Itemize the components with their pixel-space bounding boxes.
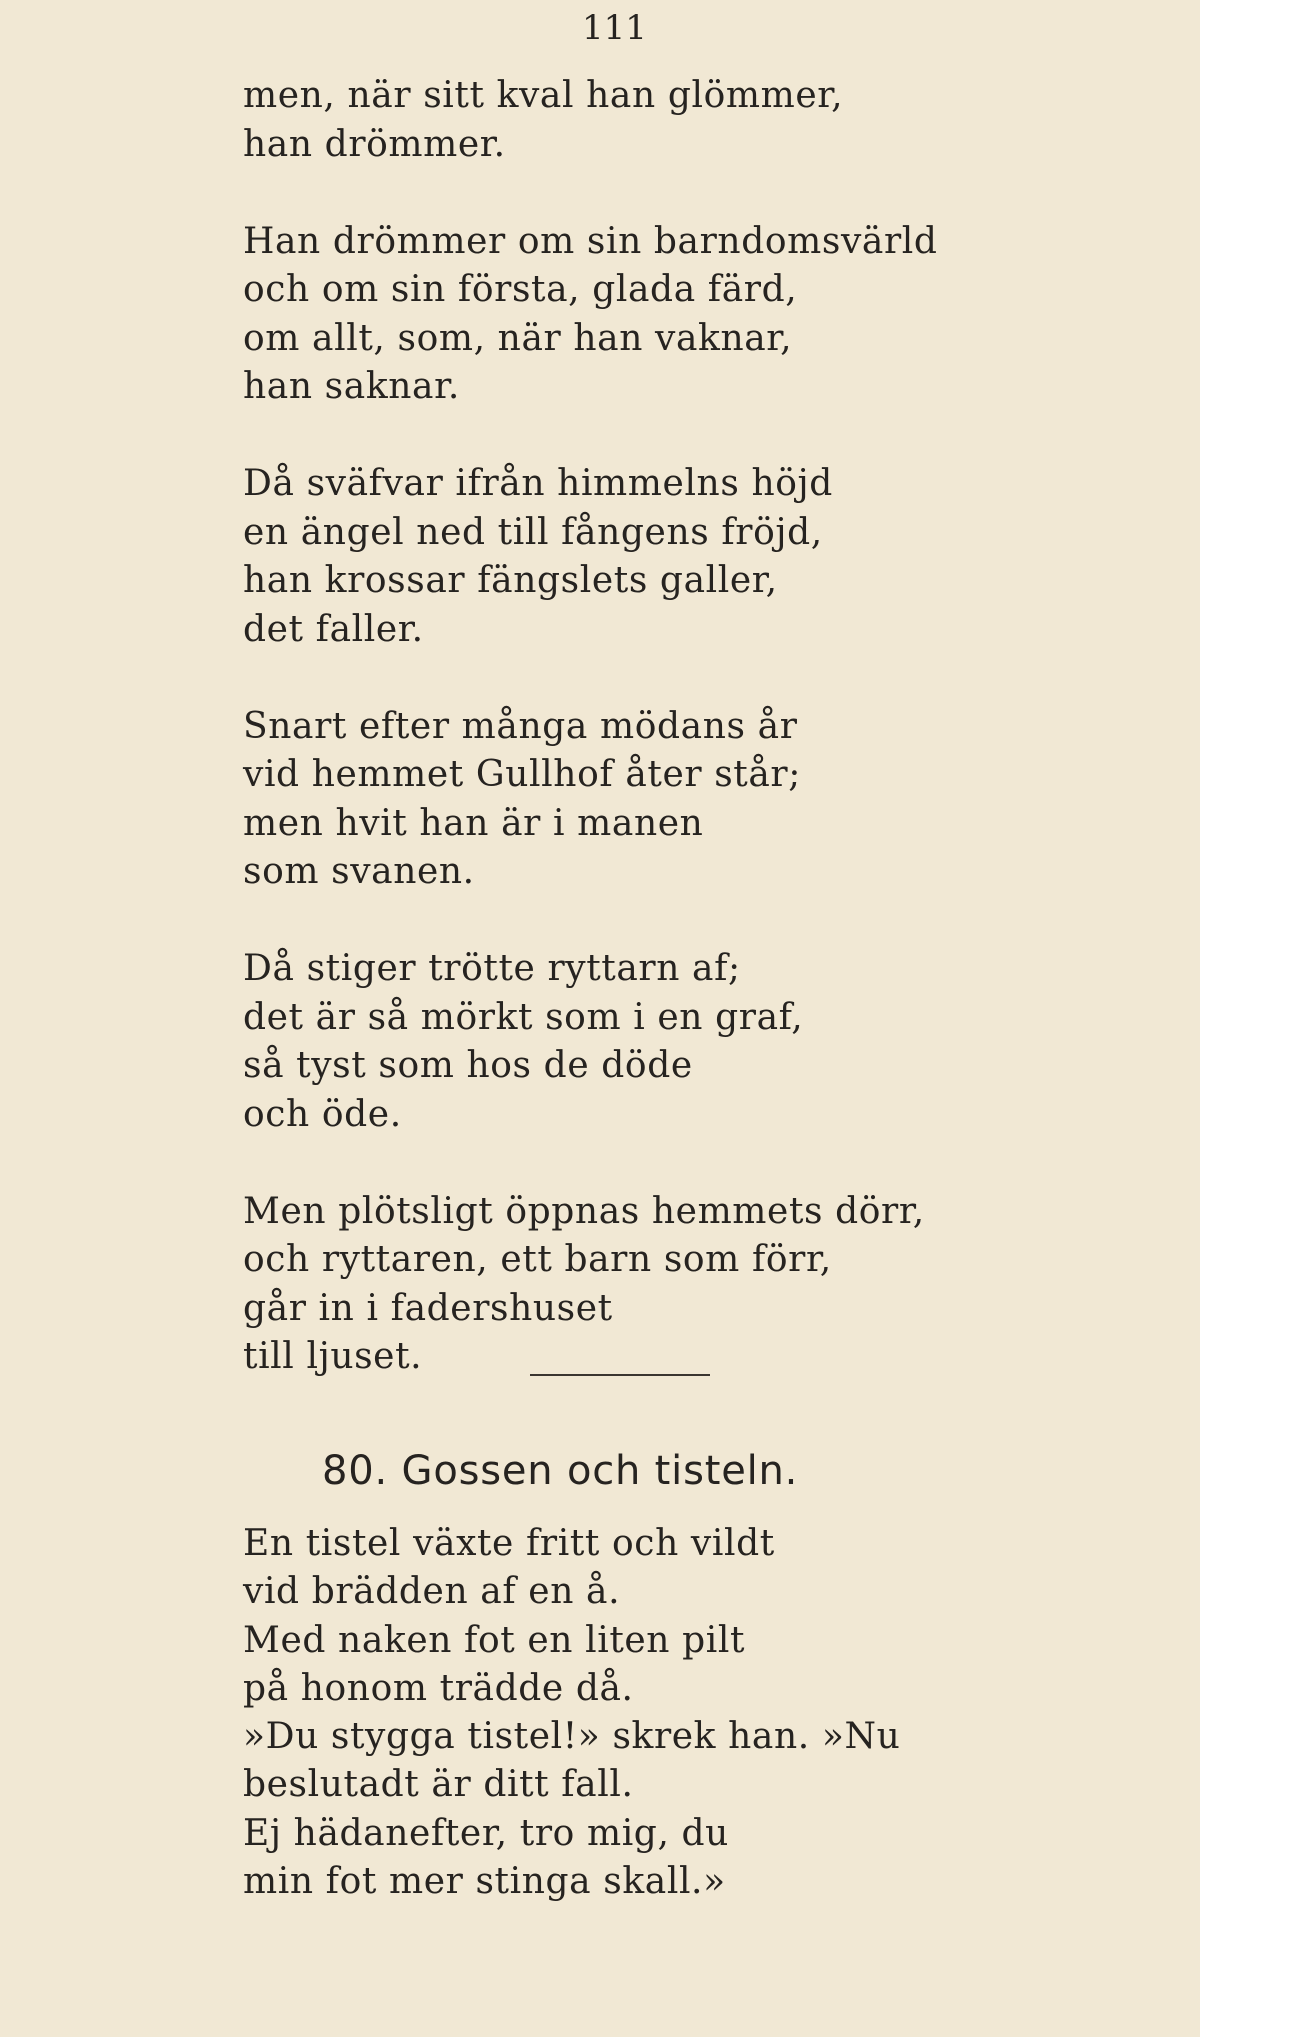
poem-line: beslutadt är ditt fall. (243, 1764, 634, 1806)
poem-line: vid hemmet Gullhof åter står; (243, 754, 801, 795)
poem-line: Han drömmer om sin barndomsvärld (243, 220, 938, 262)
stanza (243, 703, 1063, 897)
poem-line: det faller. (243, 608, 424, 650)
poem-continuation (243, 72, 1063, 1430)
poem-line: om allt, som, när han vaknar, (243, 317, 793, 359)
poem-line: Ej hädanefter, tro mig, du (243, 1812, 729, 1854)
poem-line: »Du stygga tistel!» skrek han. »Nu (243, 1716, 901, 1758)
poem-line: och om sin första, glada färd, (243, 269, 798, 310)
stanza (243, 72, 1063, 169)
poem-line: och öde. (243, 1093, 402, 1135)
poem-line: så tyst som hos de döde (243, 1045, 693, 1086)
poem-line: går in i fadershuset (243, 1287, 613, 1329)
poem-line: en ängel ned till fångens fröjd, (243, 511, 823, 553)
poem-line: till ljuset. (243, 1336, 423, 1377)
poem-gossen-och-tisteln (243, 1520, 1063, 1906)
poem-line: Snart efter många mödans år (243, 705, 798, 747)
poem-line: det är så mörkt som i en graf, (243, 996, 804, 1038)
stanza (243, 460, 1063, 654)
poem-line: han saknar. (243, 366, 460, 407)
section-heading: 80. Gossen och tisteln. (322, 1448, 799, 1494)
poem-line: men hvit han är i manen (243, 802, 704, 844)
stanza (243, 1188, 1063, 1382)
poem-line: men, när sitt kval han glömmer, (243, 75, 844, 116)
poem-line: som svanen. (243, 851, 475, 892)
poem-line: min fot mer stinga skall.» (243, 1861, 726, 1903)
poem-line: på honom trädde då. (243, 1667, 634, 1709)
poem-line: och ryttaren, ett barn som förr, (243, 1239, 832, 1280)
poem-line: Då sväfvar ifrån himmelns höjd (243, 463, 833, 504)
poem-line: Då stiger trötte ryttarn af; (243, 948, 741, 989)
stanza (243, 945, 1063, 1139)
poem-line: En tistel växte fritt och vildt (243, 1523, 775, 1564)
section-divider (530, 1374, 710, 1376)
poem-line: han krossar fängslets galler, (243, 560, 778, 601)
poem-line: Med naken fot en liten pilt (243, 1619, 746, 1661)
stanza (243, 218, 1063, 412)
poem-line: han drömmer. (243, 123, 506, 165)
page-number: 111 (582, 8, 647, 48)
poem-line: vid brädden af en å. (243, 1571, 621, 1613)
poem-line: Men plötsligt öppnas hemmets dörr, (243, 1190, 925, 1232)
